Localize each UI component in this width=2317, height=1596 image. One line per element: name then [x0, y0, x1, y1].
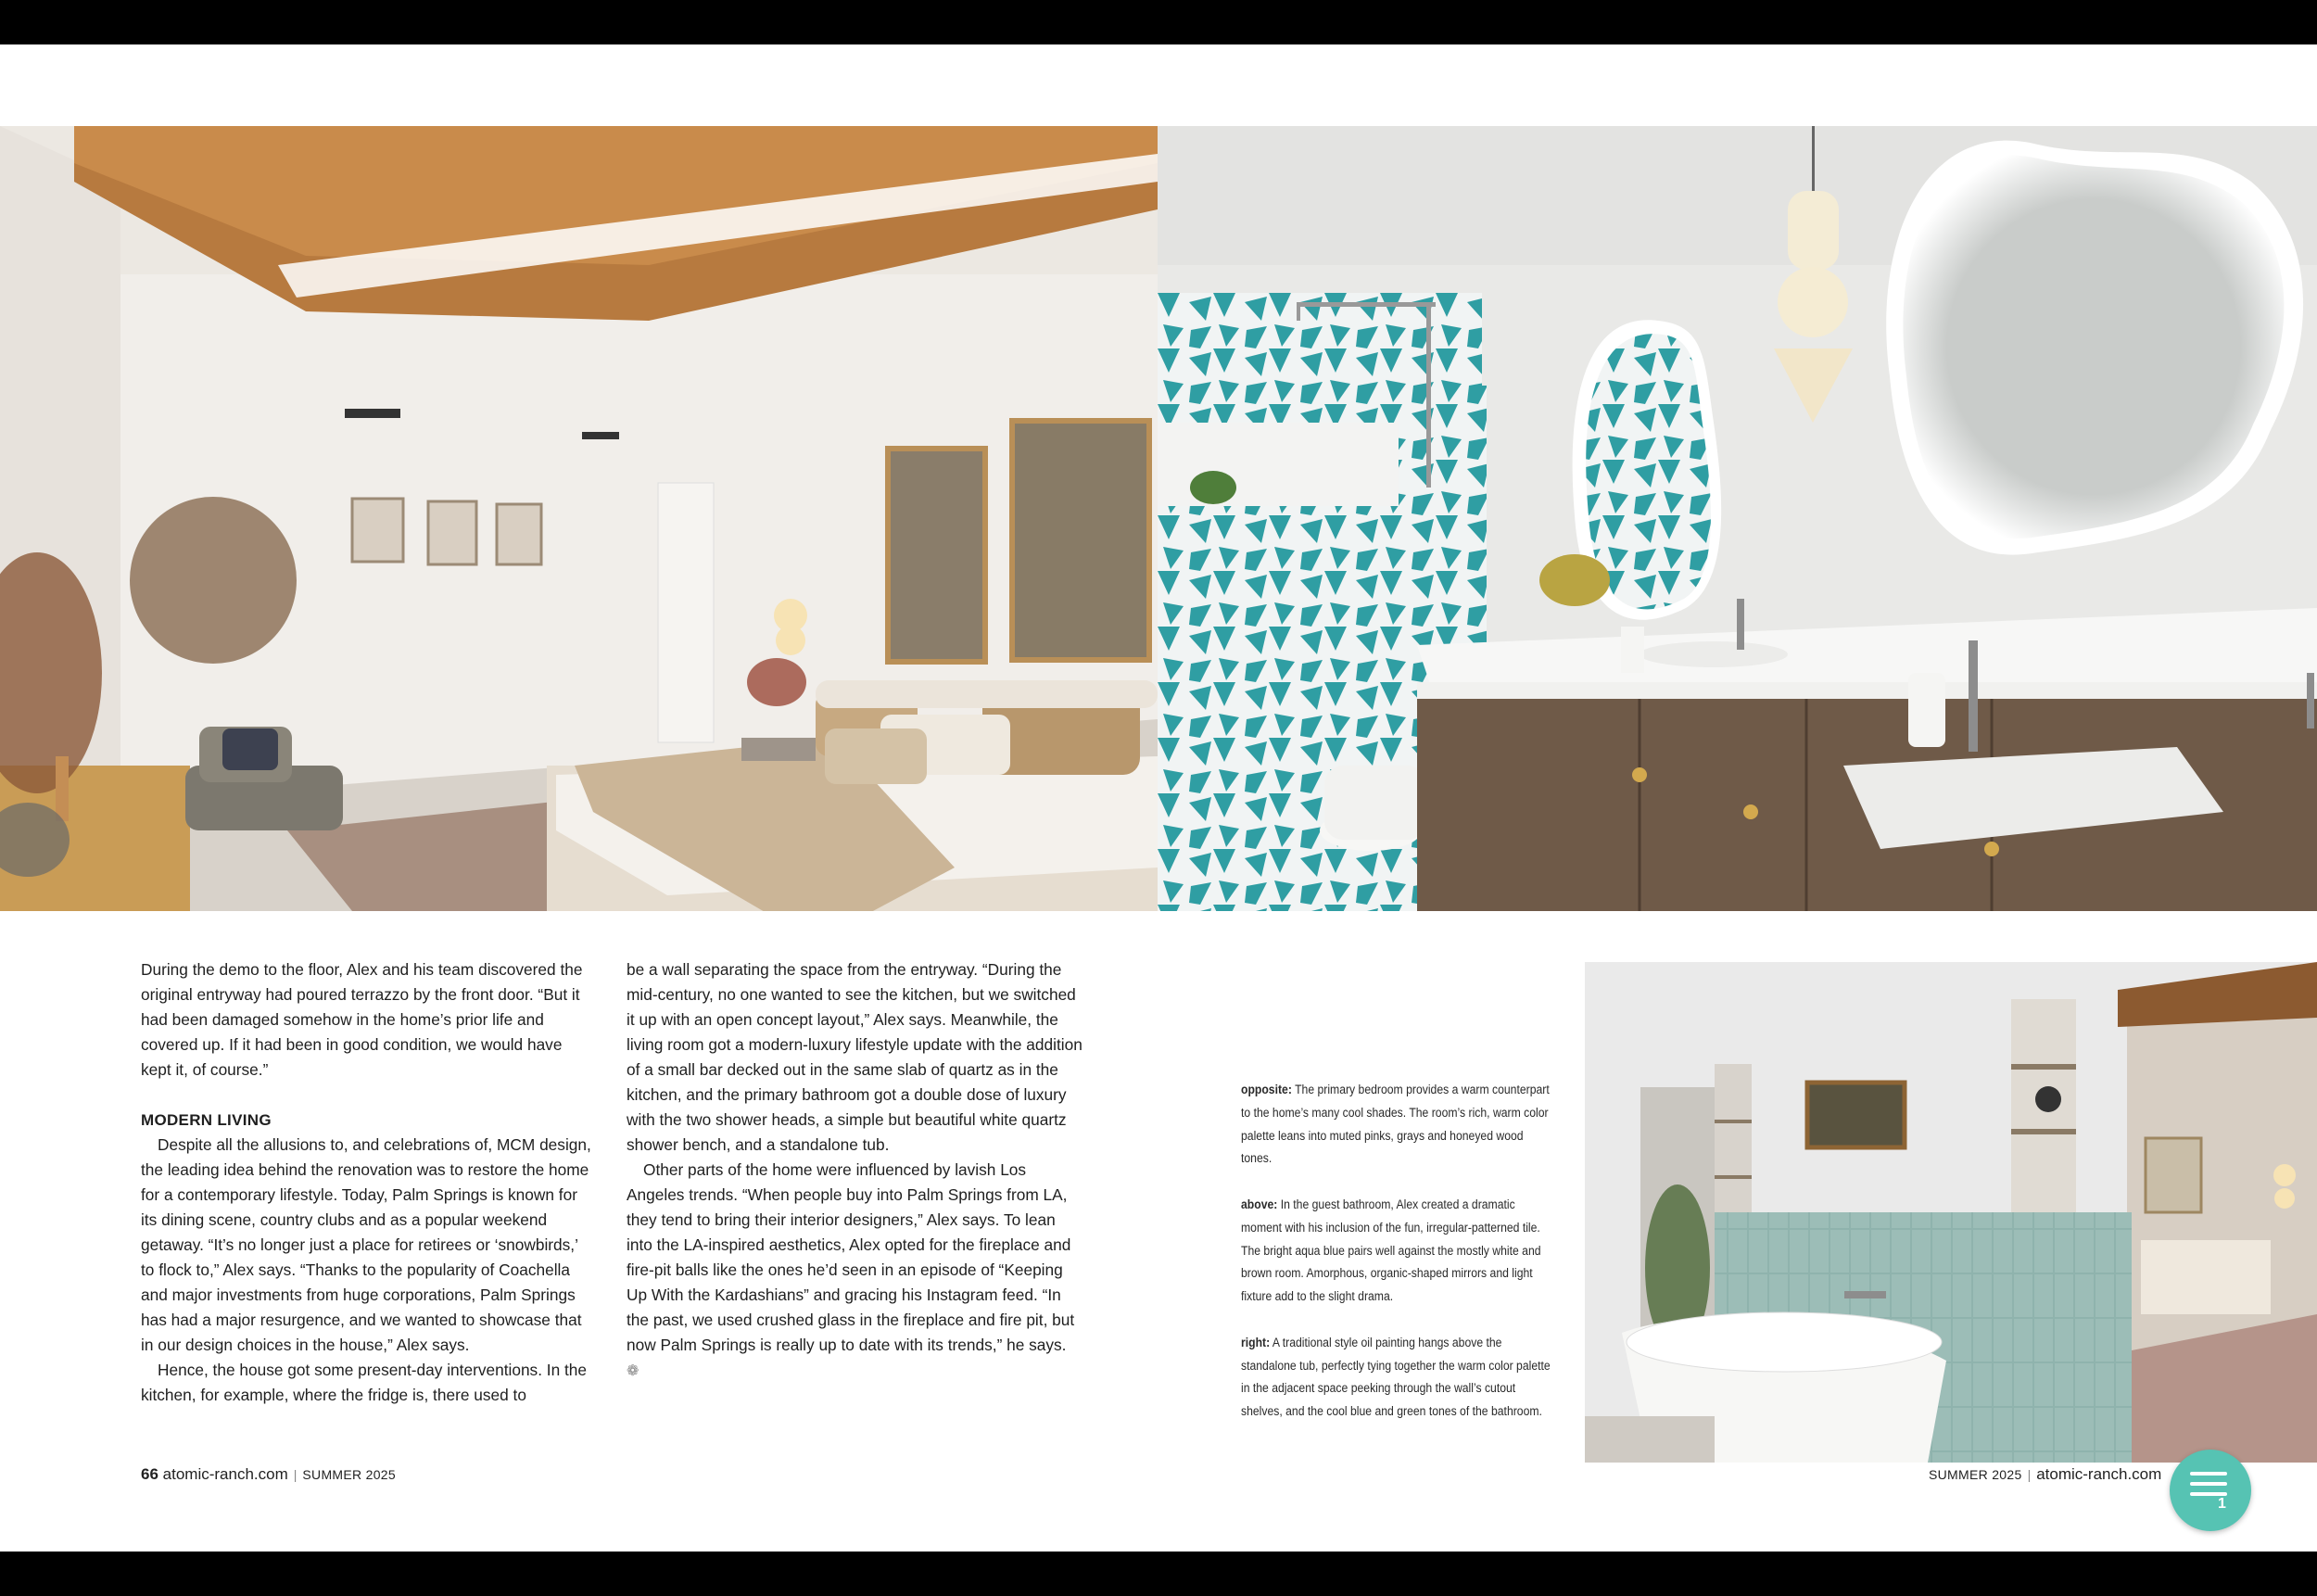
folio-site: atomic-ranch.com: [162, 1465, 288, 1483]
menu-button[interactable]: [2170, 1450, 2251, 1531]
caption-above: [1241, 1194, 1551, 1309]
folio-left: [141, 1465, 396, 1484]
folio-site: atomic-ranch.com: [2036, 1465, 2162, 1483]
article-column-1: [141, 957, 595, 1408]
caption-text: The primary bedroom provides a warm counterpart to the home’s many cool shades. The room’s rich, warm color palette leans into muted pinks, grays and honeyed wood tones.: [1241, 1083, 1550, 1167]
caption-label: opposite:: [1241, 1083, 1292, 1097]
article-paragraph: Despite all the allusions to, and celebrations of, MCM design, the leading idea behind the renovation was to restore the home for a contemporary lifestyle. Today, Palm Springs is known for its dining scene, country clubs and as a popular weekend getaway. “It’s no longer just a place for retirees or ‘snowbirds,’ to flock to,” Alex says. “Thanks to the popularity of Coachella and major investments from huge corporations, Palm Springs has had a major resurgence, and we wanted to showcase that in our design choices in the house,” Alex says.: [141, 1135, 591, 1354]
folio-issue: SUMMER 2025: [1929, 1467, 2022, 1482]
article-paragraph: During the demo to the floor, Alex and his team discovered the original entryway had poured terrazzo by the front door. “But it had been damaged somehow in the home’s prior life and covered up. If it had been in good condition, we would have kept it, of course.”: [141, 960, 583, 1079]
folio-separator: |: [2027, 1467, 2032, 1482]
article-paragraph: Hence, the house got some present-day interventions. In the kitchen, for example, where the fridge is, there used to: [141, 1361, 588, 1404]
article-paragraph-text: Other parts of the home were influenced by lavish Los Angeles trends. “When people buy into Palm Springs from LA, they tend to bring their interior designers,” Alex says. To lean into the LA-inspired aesthetics, Alex opted for the fireplace and fire-pit balls like the ones he’d seen in an episode of “Keeping Up With the Kardashians” and gracing his Instagram feed. “In the past, we used crushed glass in the fireplace and fire pit, but now Palm Springs is really up to date with its trends,” he says.: [627, 1160, 1075, 1354]
section-heading: MODERN LIVING: [141, 1111, 272, 1129]
bathroom-photo: [1158, 126, 2317, 911]
caption-text: A traditional style oil painting hangs above the standalone tub, perfectly tying together the warm color palette in the adjacent space peeking through the wall’s cutout shelves, and the cool blue and green tones of the bathroom.: [1241, 1335, 1551, 1420]
article-paragraph: [627, 1158, 1083, 1384]
folio-right: [1929, 1465, 2161, 1484]
caption-right: [1241, 1332, 1551, 1424]
folio-separator: |: [293, 1467, 298, 1482]
article-paragraph: be a wall separating the space from the entryway. “During the mid-century, no one wanted to see the kitchen, but we switched it up with an open concept layout,” Alex says. Meanwhile, the living room got a modern-luxury lifestyle update with the addition of a small bar decked out in the same slab of quartz as in the kitchen, and the primary bathroom got a double dose of luxury with the two shower heads, a simple but beautiful white quartz shower bench, and a standalone tub.: [627, 960, 1083, 1154]
caption-label: right:: [1241, 1335, 1271, 1350]
caption-opposite: [1241, 1079, 1551, 1171]
menu-badge: 1: [2218, 1496, 2226, 1512]
page-number: 66: [141, 1465, 158, 1483]
bedroom-photo: [0, 126, 1158, 911]
article-column-2: [627, 957, 1083, 1384]
magazine-spread: [0, 44, 2317, 1552]
end-mark-icon: ❁: [627, 1363, 639, 1379]
caption-text: In the guest bathroom, Alex created a dramatic moment with his inclusion of the fun, irregular-patterned tile. The bright aqua blue pairs well against the mostly white and brown room. Amorphous, organic-shaped mirrors and light fixture add to the slight drama.: [1241, 1197, 1541, 1305]
guest-bath-photo: [1585, 962, 2317, 1463]
folio-issue: SUMMER 2025: [302, 1467, 396, 1482]
photo-captions: [1241, 1079, 1551, 1447]
caption-label: above:: [1241, 1197, 1278, 1212]
